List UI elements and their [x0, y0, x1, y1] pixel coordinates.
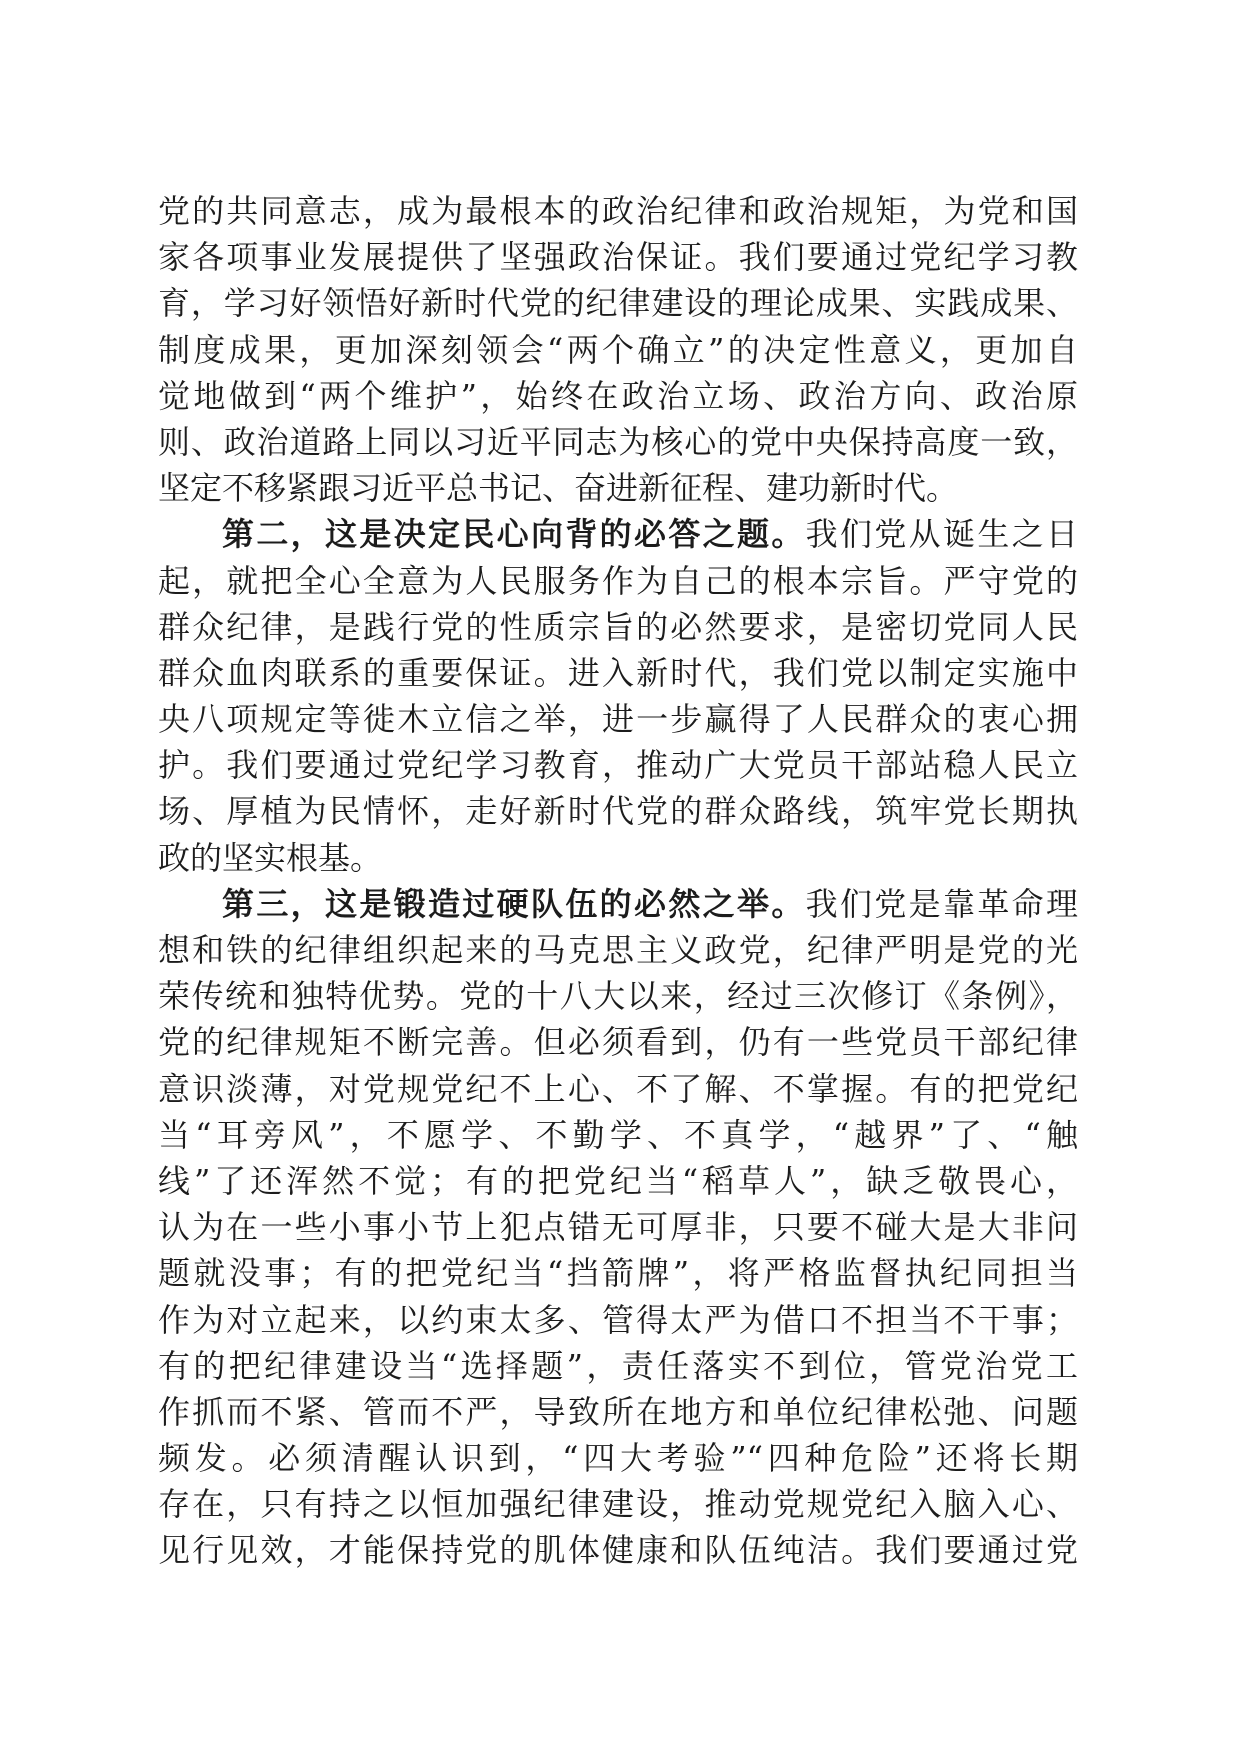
heading-third-point: 第三，这是锻造过硬队伍的必然之举。 — [222, 884, 806, 923]
text-line: 则、政治道路上同以习近平同志为核心的党中央保持高度一致， — [158, 422, 1078, 461]
text-line: 央八项规定等徙木立信之举，进一步赢得了人民群众的衷心拥 — [158, 700, 1078, 739]
text-line: 题就没事；有的把党纪当“挡箭牌”，将严格监督执纪同担当 — [158, 1254, 1078, 1293]
text-line: 家各项事业发展提供了坚强政治保证。我们要通过党纪学习教 — [158, 238, 1078, 277]
text-line: 荣传统和独特优势。党的十八大以来，经过三次修订《条例》， — [158, 977, 1078, 1016]
text-line: 作为对立起来，以约束太多、管得太严为借口不担当不干事； — [158, 1300, 1078, 1339]
text-line: 党的纪律规矩不断完善。但必须看到，仍有一些党员干部纪律 — [158, 1023, 1078, 1062]
text-line: 政的坚实根基。 — [158, 838, 383, 877]
text-line: 群众血肉联系的重要保证。进入新时代，我们党以制定实施中 — [158, 653, 1078, 692]
text-line: 见行见效，才能保持党的肌体健康和队伍纯洁。我们要通过党 — [158, 1531, 1078, 1570]
text-line: 坚定不移紧跟习近平总书记、奋进新征程、建功新时代。 — [158, 469, 959, 508]
paragraph-third-first-line — [158, 881, 1078, 927]
text-line: 觉地做到“两个维护”，始终在政治立场、政治方向、政治原 — [158, 376, 1078, 415]
text-line: 频发。必须清醒认识到，“四大考验”“四种危险”还将长期 — [158, 1439, 1078, 1478]
text-line: 当“耳旁风”，不愿学、不勤学、不真学，“越界”了、“触 — [158, 1115, 1078, 1154]
heading-second-point: 第二，这是决定民心向背的必答之题。 — [222, 515, 806, 554]
text-line: 起，就把全心全意为人民服务作为自己的根本宗旨。严守党的 — [158, 561, 1078, 600]
text-line: 认为在一些小事小节上犯点错无可厚非，只要不碰大是大非问 — [158, 1208, 1078, 1247]
text-line: 有的把纪律建设当“选择题”，责任落实不到位，管党治党工 — [158, 1346, 1078, 1385]
text-line: 存在，只有持之以恒加强纪律建设，推动党规党纪入脑入心、 — [158, 1485, 1078, 1524]
paragraph-second-first-line — [158, 511, 1078, 557]
text-line: 护。我们要通过党纪学习教育，推动广大党员干部站稳人民立 — [158, 746, 1078, 785]
text-line: 场、厚植为民情怀，走好新时代党的群众路线，筑牢党长期执 — [158, 792, 1078, 831]
text-line: 意识淡薄，对党规党纪不上心、不了解、不掌握。有的把党纪 — [158, 1069, 1078, 1108]
text-line: 群众纪律，是践行党的性质宗旨的必然要求，是密切党同人民 — [158, 607, 1078, 646]
text-line: 想和铁的纪律组织起来的马克思主义政党，纪律严明是党的光 — [158, 931, 1078, 969]
body-text — [158, 188, 1078, 1574]
text-line: 党的共同意志，成为最根本的政治纪律和政治规矩，为党和国 — [158, 192, 1078, 230]
text-run: 我们党是靠革命理 — [805, 884, 1078, 923]
text-line: 线”了还浑然不觉；有的把党纪当“稻草人”，缺乏敬畏心， — [158, 1161, 1078, 1200]
text-run: 我们党从诞生之日 — [805, 515, 1078, 554]
text-line: 育，学习好领悟好新时代党的纪律建设的理论成果、实践成果、 — [158, 284, 1078, 323]
text-line: 作抓而不紧、管而不严，导致所在地方和单位纪律松弛、问题 — [158, 1392, 1078, 1431]
text-line: 制度成果，更加深刻领会“两个确立”的决定性意义，更加自 — [158, 330, 1078, 369]
